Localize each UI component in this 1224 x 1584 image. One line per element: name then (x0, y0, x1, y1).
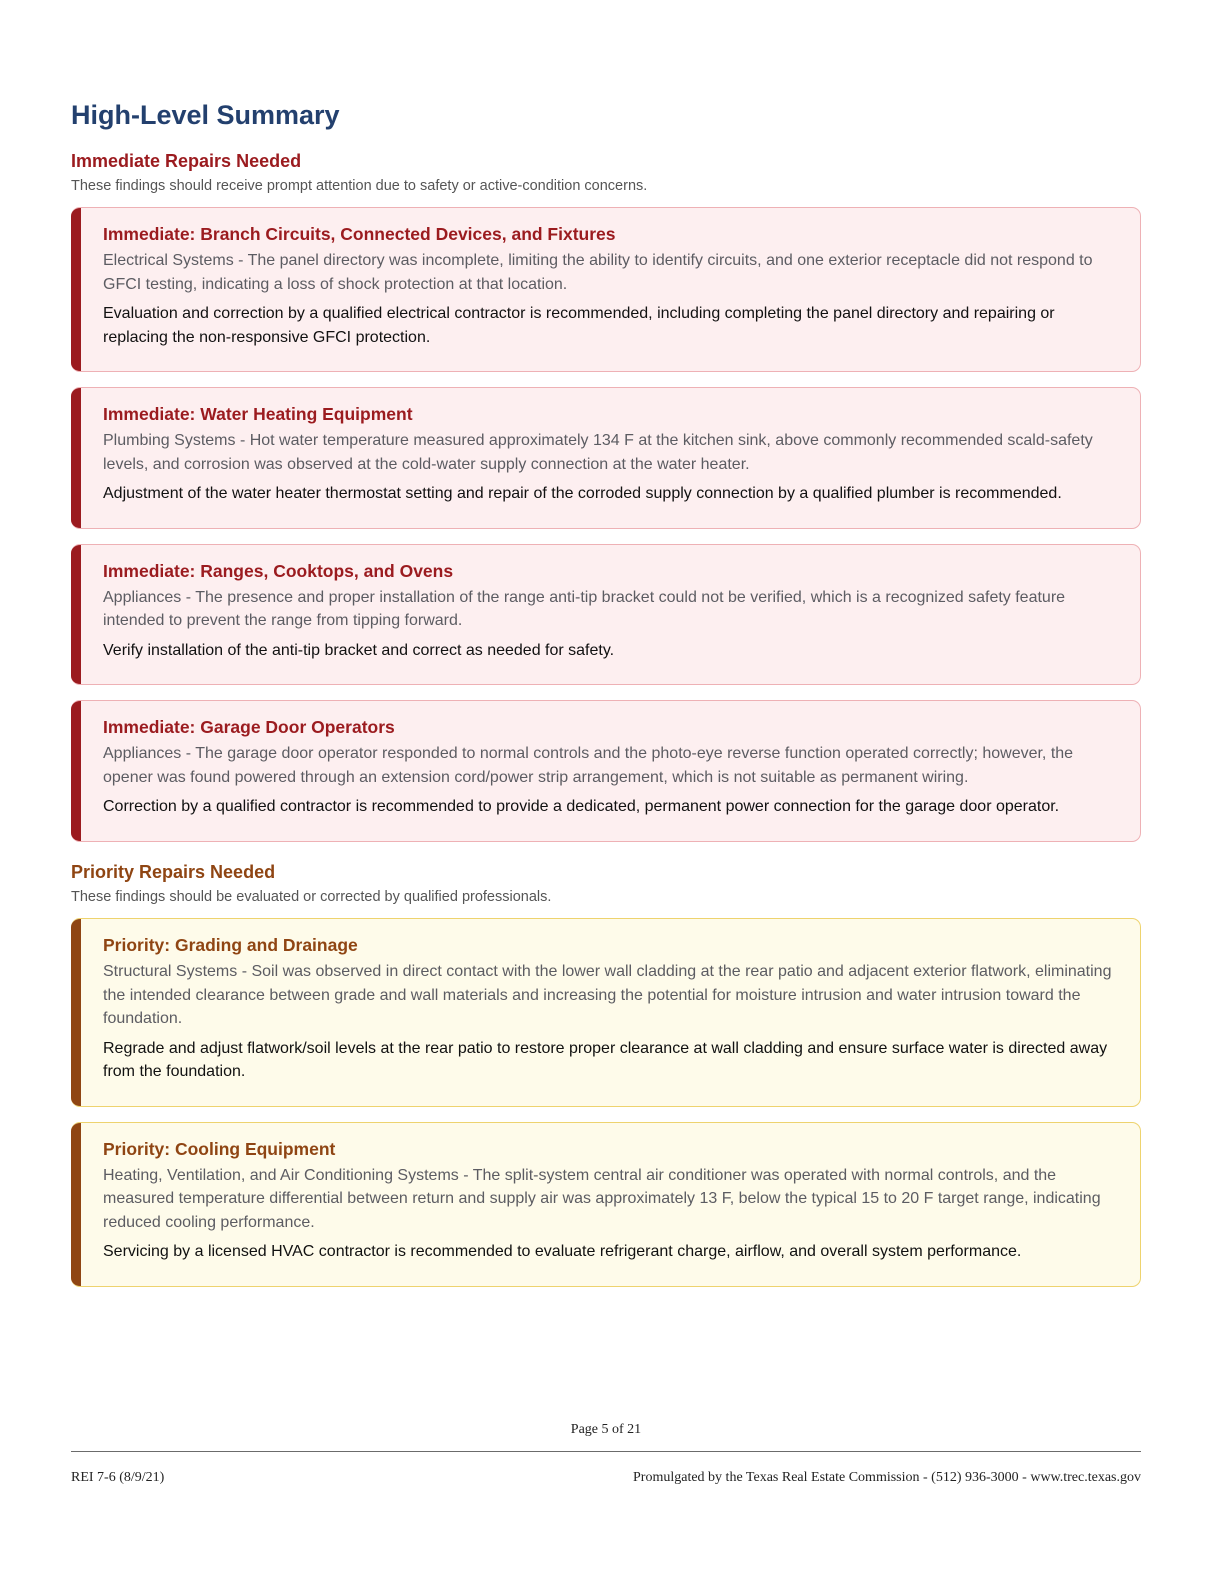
finding-title: Immediate: Water Heating Equipment (103, 404, 413, 424)
finding-recommendation: Servicing by a licensed HVAC contractor is recommended to evaluate refrigerant charge, airflow, and overall system performance. (103, 1243, 1022, 1260)
finding-description: Heating, Ventilation, and Air Conditioning Systems - The split-system central air conditioner was operated with normal controls, and the measured temperature differential between return and supply air was approximately 13 F, below the typical 15 to 20 F target range, indicating reduced cooling performance. (103, 1166, 1101, 1231)
finding-recommendation: Correction by a qualified contractor is recommended to provide a dedicated, permanent power connection for the garage door operator. (103, 798, 1060, 815)
finding-title: Immediate: Branch Circuits, Connected Devices, and Fixtures (103, 224, 616, 244)
section-description: These findings should receive prompt attention due to safety or active-condition concerns. (71, 178, 648, 194)
finding-card (71, 1122, 1141, 1287)
finding-title: Immediate: Ranges, Cooktops, and Ovens (103, 560, 454, 581)
priority-repairs-section (71, 862, 1141, 1302)
finding-title: Priority: Cooling Equipment (103, 1138, 336, 1159)
form-id: REI 7-6 (8/9/21) (71, 1470, 165, 1485)
section-title: Priority Repairs Needed (71, 862, 276, 882)
section-title: Immediate Repairs Needed (71, 151, 302, 171)
page-number: Page 5 of 21 (570, 1422, 642, 1437)
finding-recommendation: Adjustment of the water heater thermostat setting and repair of the corroded supply connection by a qualified plumber is recommended. (103, 485, 1062, 502)
finding-description: Structural Systems - Soil was observed in direct contact with the lower wall cladding at the rear patio and adjacent exterior flatwork, eliminating the intended clearance between grade and wall materials and increasing the potential for moisture intrusion and water intrusion toward the foundation. (103, 963, 1112, 1027)
finding-card (71, 387, 1141, 529)
finding-card (71, 700, 1141, 842)
finding-card (71, 207, 1141, 372)
promulgation-notice: Promulgated by the Texas Real Estate Commission - (512) 936-3000 - www.trec.texas.gov (633, 1470, 1141, 1485)
finding-title: Priority: Grading and Drainage (103, 935, 358, 955)
immediate-repairs-section (71, 151, 1141, 857)
finding-description: Appliances - The garage door operator responded to normal controls and the photo-eye reverse function operated correctly; however, the opener was found powered through an extension cord/power strip arrangement, which is not suitable as permanent wiring. (103, 745, 1074, 786)
finding-description: Electrical Systems - The panel directory was incomplete, limiting the ability to identify circuits, and one exterior receptacle did not respond to GFCI testing, indicating a loss of shock protection at that location. (103, 252, 1093, 293)
finding-description: Appliances - The presence and proper installation of the range anti-tip bracket could not be verified, which is a recognized safety feature intended to prevent the range from tipping forward. (103, 588, 1066, 629)
section-description: These findings should be evaluated or corrected by qualified professionals. (71, 889, 552, 905)
finding-title: Immediate: Garage Door Operators (103, 717, 395, 737)
footer-divider (71, 1451, 1141, 1452)
priority-cards (71, 918, 1141, 1287)
immediate-cards (71, 207, 1141, 842)
finding-recommendation: Evaluation and correction by a qualified electrical contractor is recommended, including completing the panel directory and repairing or replacing the non-responsive GFCI protection. (103, 305, 1055, 346)
page-title: High-Level Summary (71, 100, 340, 130)
finding-card (71, 544, 1141, 686)
finding-description: Plumbing Systems - Hot water temperature measured approximately 134 F at the kitchen sink, above commonly recommended scald-safety levels, and corrosion was observed at the cold-water supply connection at the water heater. (103, 432, 1093, 473)
finding-card (71, 918, 1141, 1107)
finding-recommendation: Verify installation of the anti-tip bracket and correct as needed for safety. (103, 641, 615, 659)
finding-recommendation: Regrade and adjust flatwork/soil levels at the rear patio to restore proper clearance at wall cladding and ensure surface water is directed away from the foundation. (103, 1039, 1108, 1080)
